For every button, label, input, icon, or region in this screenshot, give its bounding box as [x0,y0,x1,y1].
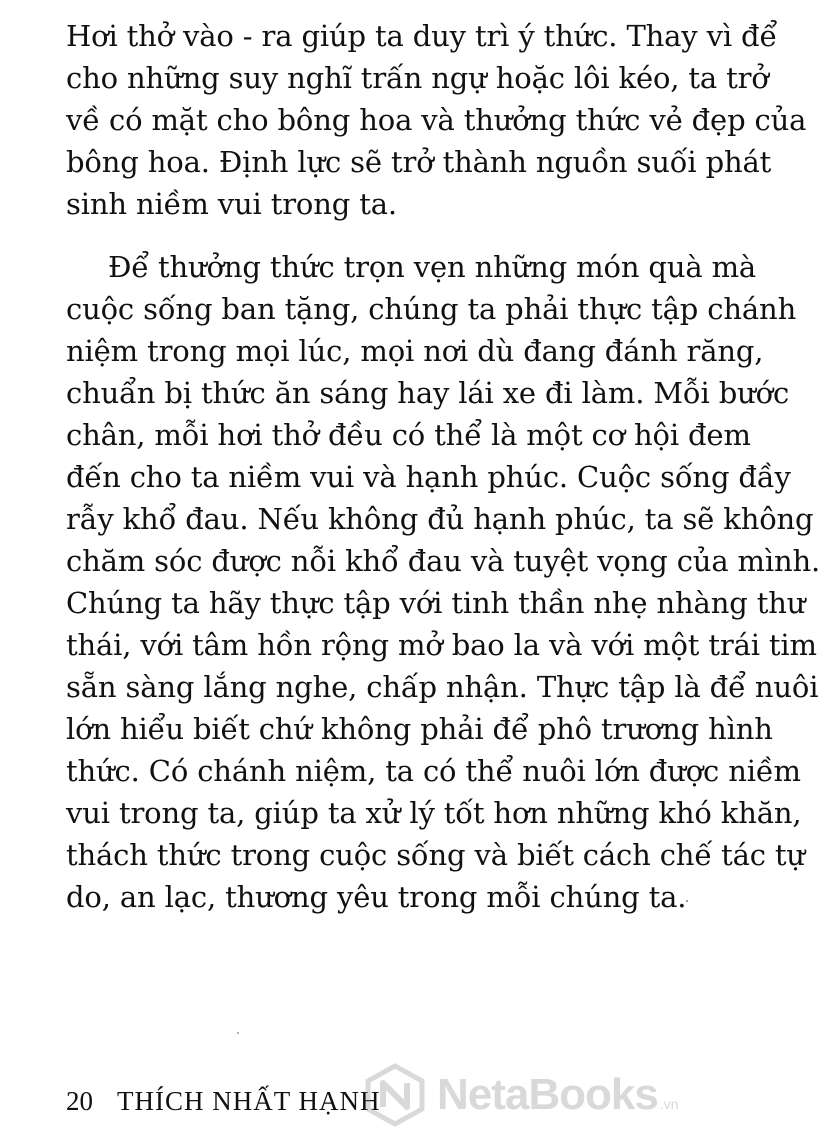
page-number: 20 [66,1086,93,1116]
netabooks-watermark [363,1058,697,1132]
paragraph-2-line-3: niệm trong mọi lúc, mọi nơi dù đang đánh răng, [66,334,764,368]
paragraph-2-line-8: chăm sóc được nỗi khổ đau và tuyệt vọng của mình. [66,544,820,578]
watermark-brand-name: NetaBooks [437,1070,658,1119]
paragraph-2-line-5: chân, mỗi hơi thở đều có thể là một cơ hội đem [66,418,751,452]
paragraph-1-line-1: Hơi thở vào - ra giúp ta duy trì ý thức. Thay vì để [66,19,778,53]
author-name: THÍCH NHẤT HẠNH [117,1086,381,1116]
paragraph-2-line-2: cuộc sống ban tặng, chúng ta phải thực tập chánh [66,292,797,326]
paragraph-1-line-5: sinh niềm vui trong ta. [66,187,397,221]
paragraph-1-line-4: bông hoa. Định lực sẽ trở thành nguồn suối phát [66,145,772,179]
paragraph-2-line-6: đến cho ta niềm vui và hạnh phúc. Cuộc sống đầy [66,460,791,494]
paragraph-2-line-10: thái, với tâm hồn rộng mở bao la và với một trái tim [66,628,817,662]
watermark-tld: .vn [659,1096,679,1112]
paragraph-2-line-9: Chúng ta hãy thực tập với tinh thần nhẹ nhàng thư [66,586,806,620]
paragraph-2-line-1: Để thưởng thức trọn vẹn những món quà mà [108,250,757,284]
paragraph-2-line-15: thách thức trong cuộc sống và biết cách chế tác tự [66,838,805,872]
paragraph-2-line-12: lớn hiểu biết chứ không phải để phô trương hình [66,712,773,746]
paragraph-2-line-11: sẵn sàng lắng nghe, chấp nhận. Thực tập là để nuôi [66,670,819,704]
paragraph-1-line-3: về có mặt cho bông hoa và thưởng thức vẻ đẹp của [66,103,807,137]
paragraph-2-line-4: chuẩn bị thức ăn sáng hay lái xe đi làm. Mỗi bước [66,376,790,410]
paragraph-1-line-2: cho những suy nghĩ trấn ngự hoặc lôi kéo, ta trở [66,61,769,95]
paragraph-2-line-13: thức. Có chánh niệm, ta có thể nuôi lớn được niềm [66,754,801,788]
paragraph-2-line-14: vui trong ta, giúp ta xử lý tốt hơn những khó khăn, [66,796,802,830]
scan-speck [237,1032,239,1034]
paragraph-2-line-7: rẫy khổ đau. Nếu không đủ hạnh phúc, ta sẽ không [66,502,814,536]
page-footer [66,1086,380,1117]
netabooks-n-logo-icon [363,1063,427,1127]
scan-speck [686,900,688,902]
paragraph-2-line-16: do, an lạc, thương yêu trong mỗi chúng ta. [66,880,687,914]
watermark-brand [437,1070,679,1120]
